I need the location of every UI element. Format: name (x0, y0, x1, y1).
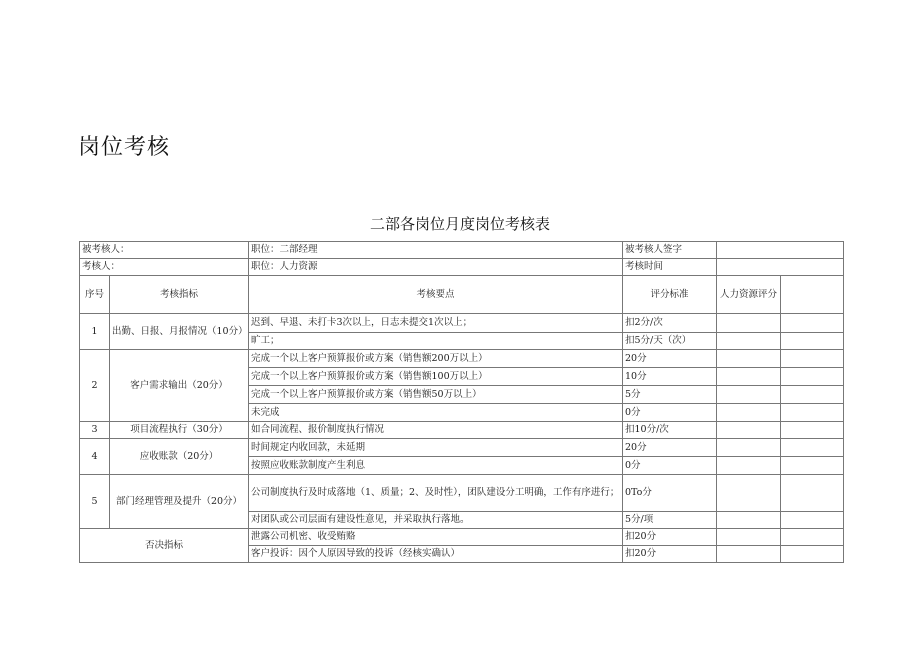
header-points: 考核要点 (249, 276, 623, 314)
row3-indicator: 项目流程执行（30分） (110, 422, 249, 439)
score-cell[interactable] (781, 314, 844, 333)
row2-seq: 2 (80, 350, 110, 422)
header-indicator: 考核指标 (110, 276, 249, 314)
score-cell[interactable] (717, 457, 781, 475)
row4-standard-2: 0分 (623, 457, 717, 475)
row3-seq: 3 (80, 422, 110, 439)
row2-standard-2: 10分 (623, 368, 717, 386)
header-row (80, 276, 844, 314)
row1-point-1: 迟到、早退、未打卡3次以上，日志未提交1次以上； (249, 314, 623, 333)
score-cell[interactable] (781, 529, 844, 546)
table-row (80, 314, 844, 333)
row2-standard-3: 5分 (623, 386, 717, 404)
row5-standard-2: 5分/项 (623, 512, 717, 529)
score-cell[interactable] (717, 386, 781, 404)
score-cell[interactable] (717, 350, 781, 368)
score-cell[interactable] (781, 546, 844, 563)
row5-standard-1: 0To分 (623, 475, 717, 512)
row2-point-2: 完成一个以上客户预算报价或方案（销售额100万以上） (249, 368, 623, 386)
row2-indicator: 客户需求输出（20分） (110, 350, 249, 422)
score-cell[interactable] (781, 386, 844, 404)
row2-standard-4: 0分 (623, 404, 717, 422)
score-cell[interactable] (781, 404, 844, 422)
score-cell[interactable] (781, 439, 844, 457)
score-cell[interactable] (717, 333, 781, 350)
veto-label: 否决指标 (80, 529, 249, 563)
score-cell[interactable] (781, 512, 844, 529)
row2-point-3: 完成一个以上客户预算报价或方案（销售额50万以上） (249, 386, 623, 404)
document-heading: 岗位考核 (78, 135, 171, 160)
row2-point-4: 未完成 (249, 404, 623, 422)
exam-time-label: 考核时间 (623, 259, 717, 276)
header-seq: 序号 (80, 276, 110, 314)
table-row (80, 422, 844, 439)
row4-standard-1: 20分 (623, 439, 717, 457)
header-blank (781, 276, 844, 314)
row3-point-1: 如合同流程、报价制度执行情况 (249, 422, 623, 439)
row1-indicator: 出勤、日报、月报情况（10分） (110, 314, 249, 350)
score-cell[interactable] (717, 368, 781, 386)
info-row-examinee (80, 242, 844, 259)
table-row (80, 529, 844, 546)
table-row (80, 350, 844, 368)
row5-point-2: 对团队或公司层面有建设性意见，并采取执行落地。 (249, 512, 623, 529)
score-cell[interactable] (781, 475, 844, 512)
row2-point-1: 完成一个以上客户预算报价或方案（销售额200万以上） (249, 350, 623, 368)
examiner-position-cell: 职位：人力资源 (249, 259, 623, 276)
row4-point-2: 按照应收账款制度产生利息 (249, 457, 623, 475)
row4-seq: 4 (80, 439, 110, 475)
examinee-label: 被考核人： (80, 242, 249, 259)
score-cell[interactable] (717, 439, 781, 457)
header-hr-score: 人力资源评分 (717, 276, 781, 314)
score-cell[interactable] (717, 512, 781, 529)
exam-time-field[interactable] (717, 259, 844, 276)
score-cell[interactable] (717, 404, 781, 422)
veto-standard-2: 扣20分 (623, 546, 717, 563)
row1-point-2: 旷工； (249, 333, 623, 350)
row5-indicator: 部门经理管理及提升（20分） (110, 475, 249, 529)
examinee-signature-field[interactable] (717, 242, 844, 259)
row1-standard-2: 扣5分/天（次） (623, 333, 717, 350)
score-cell[interactable] (717, 475, 781, 512)
veto-standard-1: 扣20分 (623, 529, 717, 546)
table-row (80, 475, 844, 512)
score-cell[interactable] (717, 422, 781, 439)
header-standard: 评分标准 (623, 276, 717, 314)
row5-seq: 5 (80, 475, 110, 529)
score-cell[interactable] (781, 333, 844, 350)
score-cell[interactable] (717, 546, 781, 563)
score-cell[interactable] (717, 314, 781, 333)
examiner-label: 考核人： (80, 259, 249, 276)
veto-point-1: 泄露公司机密、收受贿赂 (249, 529, 623, 546)
score-cell[interactable] (781, 368, 844, 386)
row2-standard-1: 20分 (623, 350, 717, 368)
examinee-signature-label: 被考核人签字 (623, 242, 717, 259)
position-cell: 职位：二部经理 (249, 242, 623, 259)
table-title: 二部各岗位月度岗位考核表 (369, 215, 550, 233)
row5-point-1: 公司制度执行及时成落地（1、质量；2、及时性），团队建设分工明确，工作有序进行； (249, 475, 623, 512)
row3-standard-1: 扣10分/次 (623, 422, 717, 439)
row4-point-1: 时间规定内收回款，未延期 (249, 439, 623, 457)
score-cell[interactable] (781, 350, 844, 368)
score-cell[interactable] (717, 529, 781, 546)
row1-seq: 1 (80, 314, 110, 350)
score-cell[interactable] (781, 422, 844, 439)
row1-standard-1: 扣2分/次 (623, 314, 717, 333)
table-row (80, 439, 844, 457)
row4-indicator: 应收账款（20分） (110, 439, 249, 475)
score-cell[interactable] (781, 457, 844, 475)
veto-point-2: 客户投诉：因个人原因导致的投诉（经核实确认） (249, 546, 623, 563)
info-row-examiner (80, 259, 844, 276)
assessment-table (79, 241, 844, 563)
